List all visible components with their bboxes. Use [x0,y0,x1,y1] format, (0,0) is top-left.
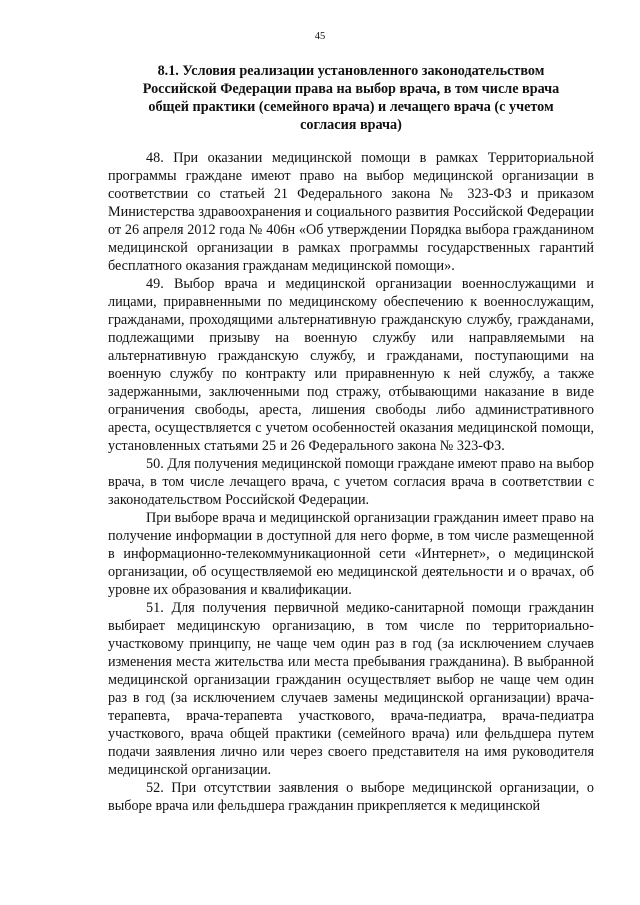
section-heading-line: согласия врача) [300,117,402,133]
section-heading-line: 8.1. Условия реализации установленного законодательством [157,63,545,79]
body-text [108,149,594,815]
section-heading-line: Российской Федерации права на выбор врача, в том числе врача [142,81,560,97]
paragraph-50: 50. Для получения медицинской помощи граждане имеют право на выбор врача, в том числе лечащего врача, с учетом согласия врача в соответствии с законодательством Российской Федерации. [108,456,594,508]
paragraph-52: 52. При отсутствии заявления о выборе медицинской организации, о выборе врача или фельдшера гражданин прикрепляется к медицинской [108,780,594,814]
section-heading [108,62,594,134]
paragraph-49: 49. Выбор врача и медицинской организации военнослужащими и лицами, приравненными по медицинскому обеспечению к военнослужащим, гражданами, проходящими альтернативную гражданскую службу, гражданами, подлежащими призыву на военную службу или направляемыми на альтернативную гражданскую службу, и гражданами, поступающими на военную службу по контракту или приравненную к ней службу, а также задержанными, заключенными под стражу, отбывающими наказание в виде ограничения свободы, ареста, лишения свободы либо административного ареста, осуществляется с учетом особенностей оказания медицинской помощи, установленных статьями 25 и 26 Федерального закона № 323-ФЗ. [108,276,594,454]
paragraph-51: 51. Для получения первичной медико-санитарной помощи гражданин выбирает медицинскую организацию, в том числе по территориально-участковому принципу, не чаще чем один раз в год (за исключением случаев изменения места жительства или места пребывания гражданина). В выбранной медицинской организации гражданин осуществляет выбор не чаще чем один раз в год (за исключением случаев замены медицинской организации) врача-терапевта, врача-терапевта участкового, врача-педиатра, врача-педиатра участкового, врача общей практики (семейного врача) или фельдшера путем подачи заявления лично или через своего представителя на имя руководителя медицинской организации. [108,600,594,778]
section-heading-line: общей практики (семейного врача) и лечащего врача (с учетом [148,99,554,115]
paragraph-50-continued: При выборе врача и медицинской организации гражданин имеет право на получение информации в доступной для него форме, в том числе размещенной в информационно-телекоммуникационной сети «Интернет», о медицинской организации, об осуществляемой ею медицинской деятельности и о врачах, об уровне их образования и квалификации. [108,510,594,598]
paragraph-48: 48. При оказании медицинской помощи в рамках Территориальной программы граждане имеют право на выбор медицинской организации в соответствии со статьей 21 Федерального закона № 323-ФЗ и приказом Министерства здравоохранения и социального развития Российской Федерации от 26 апреля 2012 года № 406н «Об утверждении Порядка выбора гражданином медицинской организации в рамках программы государственных гарантий бесплатного оказания гражданам медицинской помощи». [108,150,594,274]
page-number: 45 [314,31,326,42]
